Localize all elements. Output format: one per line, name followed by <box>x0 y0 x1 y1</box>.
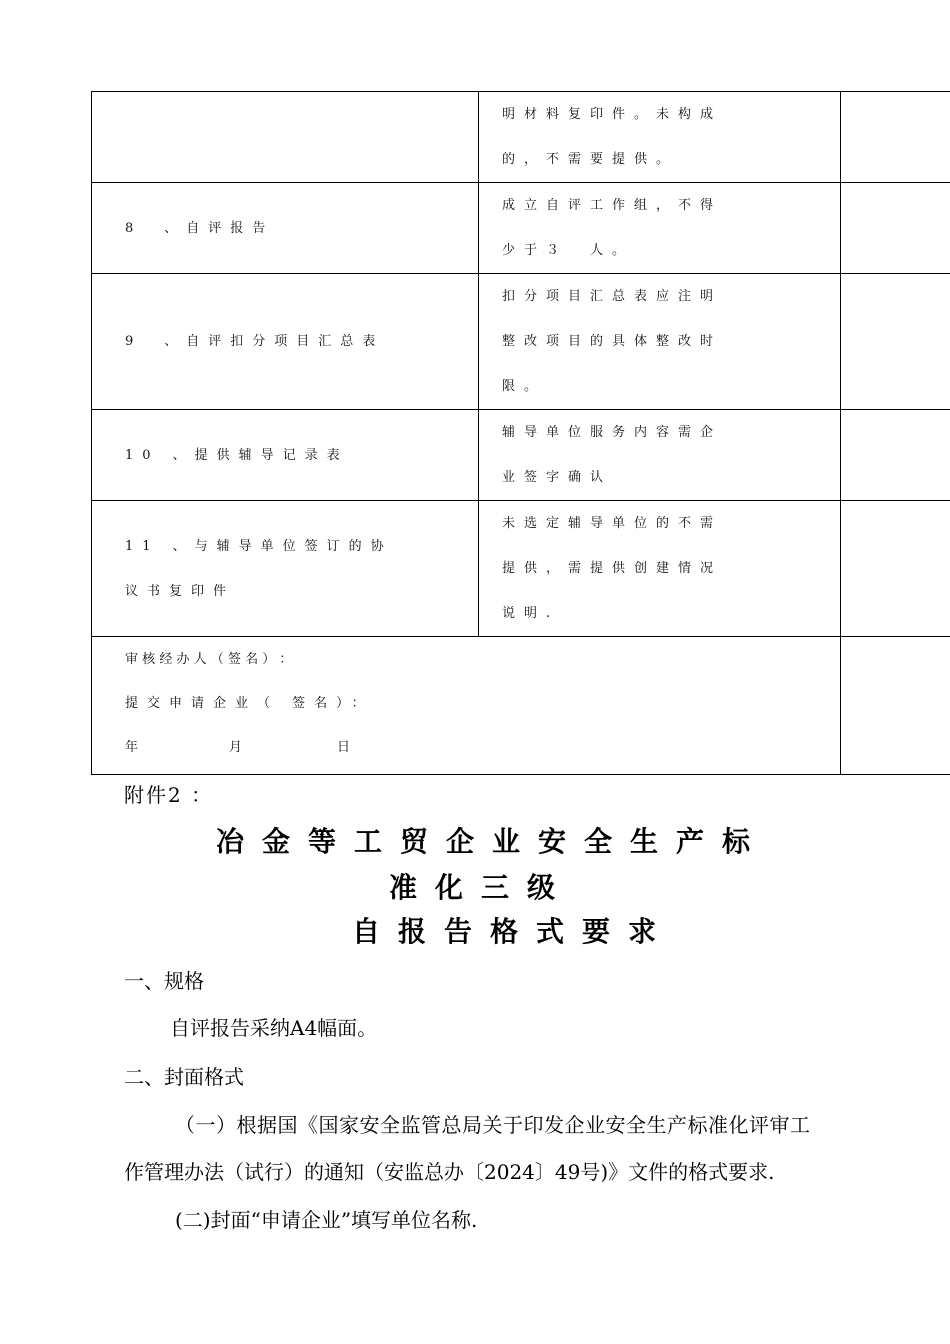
remark-cell <box>841 183 950 274</box>
document-title-line-2: 准化三级 <box>389 871 574 904</box>
document-title-line-3: 自报告格式要求 <box>352 915 675 948</box>
item-cell <box>92 410 479 501</box>
note-line: 少于３ 人。 <box>502 243 635 258</box>
review-table <box>91 91 950 775</box>
note-line: 未选定辅导单位的不需 <box>502 516 723 531</box>
note-line: 业签字确认 <box>502 470 613 485</box>
item-line: 议书复印件 <box>125 583 236 599</box>
document-title-line-1: 冶金等工贸企业安全生产标 <box>216 825 769 858</box>
table-row <box>92 92 950 183</box>
date-line: 年 月 日 <box>125 740 351 755</box>
note-line: 成立自评工作组，不得 <box>502 198 723 213</box>
remark-cell <box>841 274 950 410</box>
note-line: 的，不需要提供。 <box>502 152 679 167</box>
table-row <box>92 274 950 410</box>
reviewer-signature-line: 审 核 经 办 人 （ 签 名 ） ： <box>125 652 293 667</box>
item-line: 11 、与辅导单位签订的协 <box>125 538 393 554</box>
table-row <box>92 183 950 274</box>
remark-cell <box>841 637 950 775</box>
signature-row <box>92 637 950 775</box>
note-line: 限。 <box>502 379 547 394</box>
item-cell <box>92 92 479 183</box>
section-heading-cover: 二、封面格式 <box>124 1065 244 1089</box>
section-body-cover-line-1: （一）根据国《国家安全监管总局关于印发企业安全生产标准化评审工 <box>175 1113 811 1137</box>
note-cell <box>479 501 841 637</box>
item-line: 8 、自评报告 <box>125 220 275 236</box>
note-cell <box>479 183 841 274</box>
remark-cell <box>841 410 950 501</box>
note-line: 说明. <box>502 606 560 621</box>
applicant-signature-line: 提交申请企业（ 签名）： <box>125 696 374 711</box>
section-body-cover-item-2: (二)封面“申请企业”填写单位名称. <box>175 1208 478 1232</box>
attachment-label: 附件2 ： <box>124 783 214 807</box>
section-body-cover-line-2: 作管理办法（试行）的通知（安监总办〔2024〕49号)》文件的格式要求. <box>124 1160 775 1184</box>
note-line: 提供，需提供创建情况 <box>502 561 723 576</box>
table-row <box>92 410 950 501</box>
note-line: 辅导单位服务内容需企 <box>502 425 723 440</box>
item-line: 9 、自评扣分项目汇总表 <box>125 334 385 349</box>
signature-cell <box>92 637 841 775</box>
note-line: 扣分项目汇总表应注明 <box>502 289 723 304</box>
note-cell <box>479 410 841 501</box>
note-cell <box>479 92 841 183</box>
note-line: 整改项目的具体整改时 <box>502 334 723 349</box>
remark-cell <box>841 501 950 637</box>
table-row <box>92 501 950 637</box>
section-body-spec: 自评报告采纳A4幅面。 <box>170 1016 378 1040</box>
note-cell <box>479 274 841 410</box>
item-cell <box>92 183 479 274</box>
section-heading-spec: 一、规格 <box>124 969 204 993</box>
item-cell <box>92 501 479 637</box>
note-line: 明材料复印件。未构成 <box>502 107 723 122</box>
item-cell <box>92 274 479 410</box>
remark-cell <box>841 92 950 183</box>
item-line: 10 、提供辅导记录表 <box>125 447 349 463</box>
